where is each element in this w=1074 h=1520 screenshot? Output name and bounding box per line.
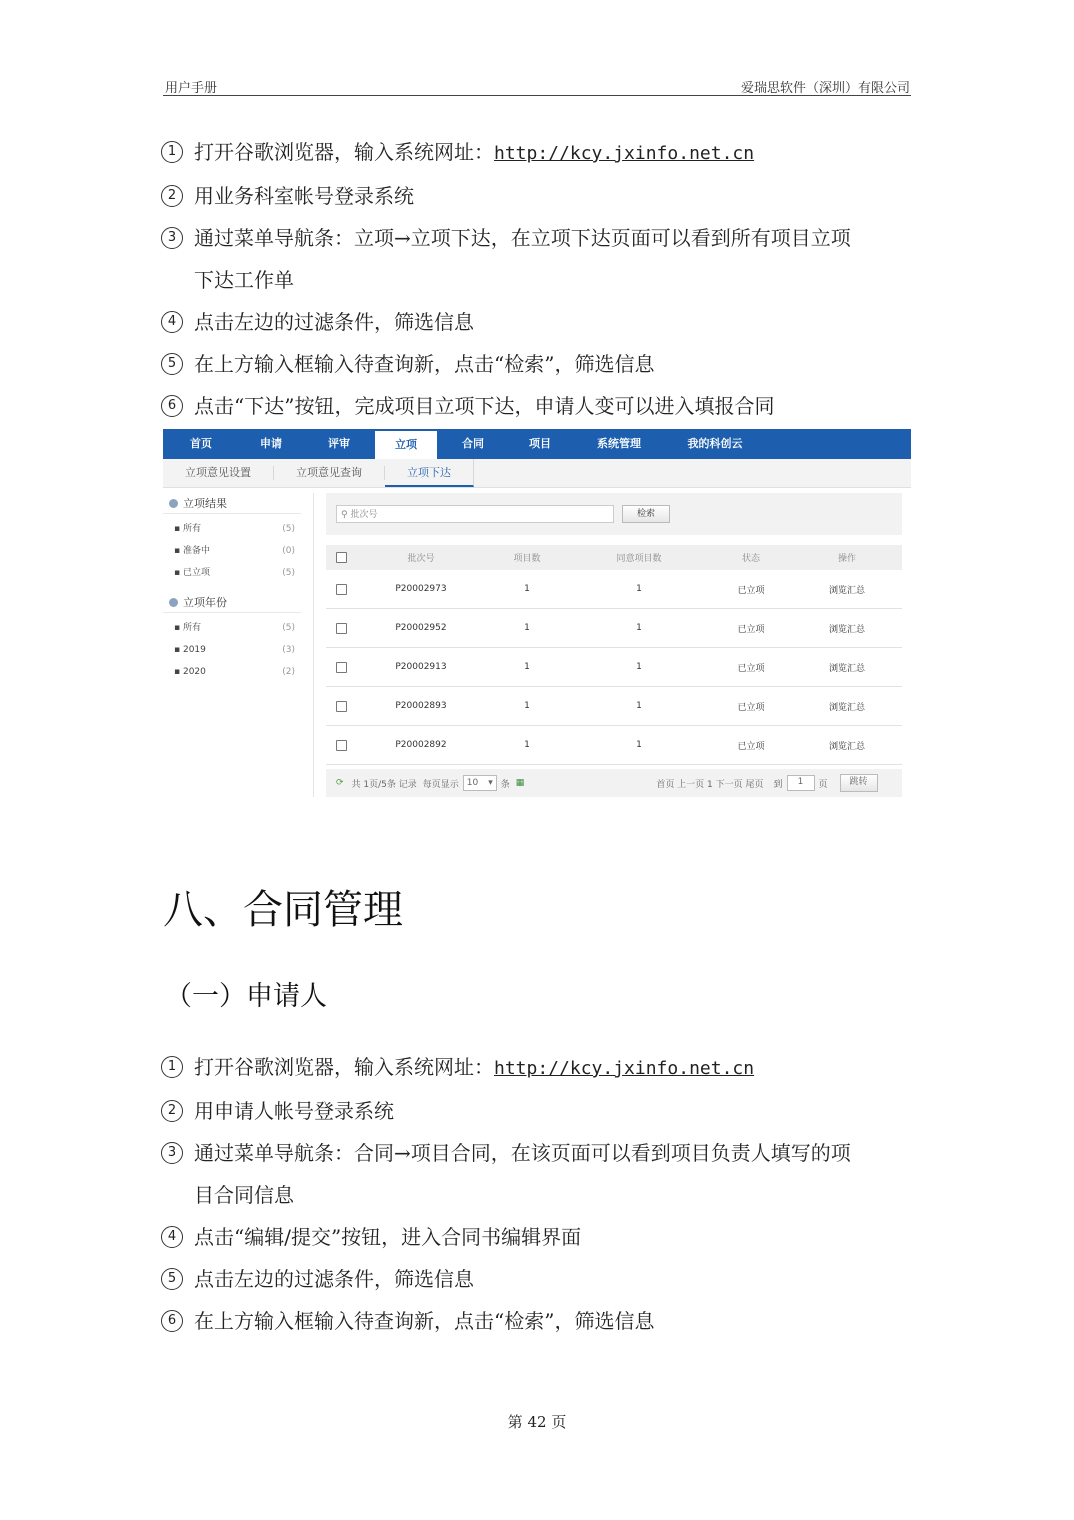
per-page-select[interactable]: 10 ▾ xyxy=(463,775,497,791)
filter-title-result: 立项结果 xyxy=(163,493,301,514)
select-all-checkbox[interactable] xyxy=(336,552,347,563)
search-bar xyxy=(326,493,902,535)
step-number: 4 xyxy=(161,311,183,333)
search-icon: ⚲ xyxy=(341,510,348,520)
page-number-input[interactable]: 1 xyxy=(787,775,815,791)
filter-item[interactable]: ▪ 2020 (2) xyxy=(174,667,295,677)
section-bullet-icon xyxy=(169,499,178,508)
filter-item[interactable]: ▪ 所有 (5) xyxy=(174,524,295,534)
filter-item[interactable]: ▪ 2019 (3) xyxy=(174,645,295,655)
col-header: 状态 xyxy=(710,545,792,570)
nav-review[interactable]: 评审 xyxy=(328,437,350,450)
filter-item[interactable]: ▪ 所有 (5) xyxy=(174,623,295,633)
step-number: 2 xyxy=(161,185,183,207)
step-number: 6 xyxy=(161,395,183,417)
step-number: 2 xyxy=(161,1100,183,1122)
go-button[interactable]: 跳转 xyxy=(840,774,878,792)
step: 2 用业务科室帐号登录系统 xyxy=(161,175,921,217)
row-checkbox[interactable] xyxy=(336,623,347,634)
step: 5 在上方输入框输入待查询新，点击“检索”，筛选信息 xyxy=(161,343,921,385)
filter-title-year: 立项年份 xyxy=(163,592,301,613)
table-row: P20002892 1 1 已立项 浏览汇总 xyxy=(326,726,902,765)
step-number: 3 xyxy=(161,227,183,249)
nav-my-cloud[interactable]: 我的科创云 xyxy=(687,437,743,450)
table-row: P20002893 1 1 已立项 浏览汇总 xyxy=(326,687,902,726)
embedded-screenshot xyxy=(163,429,911,798)
header-left: 用户手册 xyxy=(165,81,218,96)
steps-list-2 xyxy=(161,1046,921,1342)
step: 1 打开谷歌浏览器，输入系统网址：http://kcy.jxinfo.net.cn xyxy=(161,131,921,175)
system-url-link[interactable]: http://kcy.jxinfo.net.cn xyxy=(494,143,755,164)
nav-contract[interactable]: 合同 xyxy=(462,437,484,450)
step: 4 点击“编辑/提交”按钮，进入合同书编辑界面 xyxy=(161,1216,921,1258)
page-number: 42 xyxy=(527,1413,547,1431)
table-row: P20002913 1 1 已立项 浏览汇总 xyxy=(326,648,902,687)
step: 2 用申请人帐号登录系统 xyxy=(161,1090,921,1132)
search-input[interactable]: ⚲ 批次号 xyxy=(336,505,614,523)
col-header: 项目数 xyxy=(486,545,568,570)
section-bullet-icon xyxy=(169,598,178,607)
subnav-opinion-query[interactable]: 立项意见查询 xyxy=(274,466,385,480)
sub-nav xyxy=(163,459,911,488)
browse-summary-link[interactable]: 浏览汇总 xyxy=(792,726,902,765)
results-table xyxy=(326,545,902,765)
step-number: 4 xyxy=(161,1226,183,1248)
nav-apply[interactable]: 申请 xyxy=(260,437,282,450)
export-icon[interactable]: ▦ xyxy=(515,778,525,788)
step-number: 3 xyxy=(161,1142,183,1164)
refresh-icon[interactable]: ⟳ xyxy=(336,778,344,788)
system-url-link[interactable]: http://kcy.jxinfo.net.cn xyxy=(494,1058,755,1079)
step: 6 在上方输入框输入待查询新，点击“检索”，筛选信息 xyxy=(161,1300,921,1342)
step-number: 1 xyxy=(161,141,183,163)
nav-project[interactable]: 项目 xyxy=(529,437,551,450)
step: 1 打开谷歌浏览器，输入系统网址：http://kcy.jxinfo.net.cn xyxy=(161,1046,921,1090)
step-number: 1 xyxy=(161,1056,183,1078)
browse-summary-link[interactable]: 浏览汇总 xyxy=(792,570,902,609)
chevron-down-icon: ▾ xyxy=(488,778,493,788)
step: 4 点击左边的过滤条件，筛选信息 xyxy=(161,301,921,343)
chapter-heading: 八、合同管理 xyxy=(163,887,403,933)
step: 3 通过菜单导航条：立项→立项下达，在立项下达页面可以看到所有项目立项 下达工作单 xyxy=(161,217,921,301)
step-number: 5 xyxy=(161,353,183,375)
header-right: 爱瑞思软件（深圳）有限公司 xyxy=(740,81,910,96)
browse-summary-link[interactable]: 浏览汇总 xyxy=(792,648,902,687)
row-checkbox[interactable] xyxy=(336,584,347,595)
nav-home[interactable]: 首页 xyxy=(190,437,212,450)
page-links[interactable]: 首页 上一页 1 下一页 尾页 xyxy=(656,779,764,790)
nav-project-approval[interactable]: 立项 xyxy=(375,429,437,459)
header-rule xyxy=(163,95,911,96)
step-number: 5 xyxy=(161,1268,183,1290)
col-header: 操作 xyxy=(792,545,902,570)
search-button[interactable]: 检索 xyxy=(622,505,670,523)
row-checkbox[interactable] xyxy=(336,662,347,673)
page-footer: 第 42 页 xyxy=(507,1413,567,1431)
subnav-opinion-settings[interactable]: 立项意见设置 xyxy=(163,466,274,480)
top-nav xyxy=(163,429,911,459)
step: 5 点击左边的过滤条件，筛选信息 xyxy=(161,1258,921,1300)
row-checkbox[interactable] xyxy=(336,740,347,751)
pager: ⟳ 共 1页/5条 记录 每页显示 10 ▾ 条 ▦ 首页 上一页 1 下一页 尾页 到 1 页 跳转 xyxy=(326,769,902,797)
filter-item[interactable]: ▪ 已立项 (5) xyxy=(174,568,295,578)
browse-summary-link[interactable]: 浏览汇总 xyxy=(792,687,902,726)
steps-list-1 xyxy=(161,131,921,427)
filter-sidebar xyxy=(163,493,301,683)
filter-item[interactable]: ▪ 准备中 (0) xyxy=(174,546,295,556)
step-number: 6 xyxy=(161,1310,183,1332)
table-row: P20002973 1 1 已立项 浏览汇总 xyxy=(326,570,902,609)
col-header: 批次号 xyxy=(356,545,486,570)
main-panel xyxy=(313,493,902,797)
col-header: 同意项目数 xyxy=(568,545,710,570)
nav-system[interactable]: 系统管理 xyxy=(597,437,641,450)
row-checkbox[interactable] xyxy=(336,701,347,712)
step: 3 通过菜单导航条：合同→项目合同，在该页面可以看到项目负责人填写的项 目合同信息 xyxy=(161,1132,921,1216)
subnav-issue[interactable]: 立项下达 xyxy=(385,459,474,487)
browse-summary-link[interactable]: 浏览汇总 xyxy=(792,609,902,648)
table-row: P20002952 1 1 已立项 浏览汇总 xyxy=(326,609,902,648)
step: 6 点击“下达”按钮，完成项目立项下达，申请人变可以进入填报合同 xyxy=(161,385,921,427)
section-heading: （一）申请人 xyxy=(165,981,327,1012)
